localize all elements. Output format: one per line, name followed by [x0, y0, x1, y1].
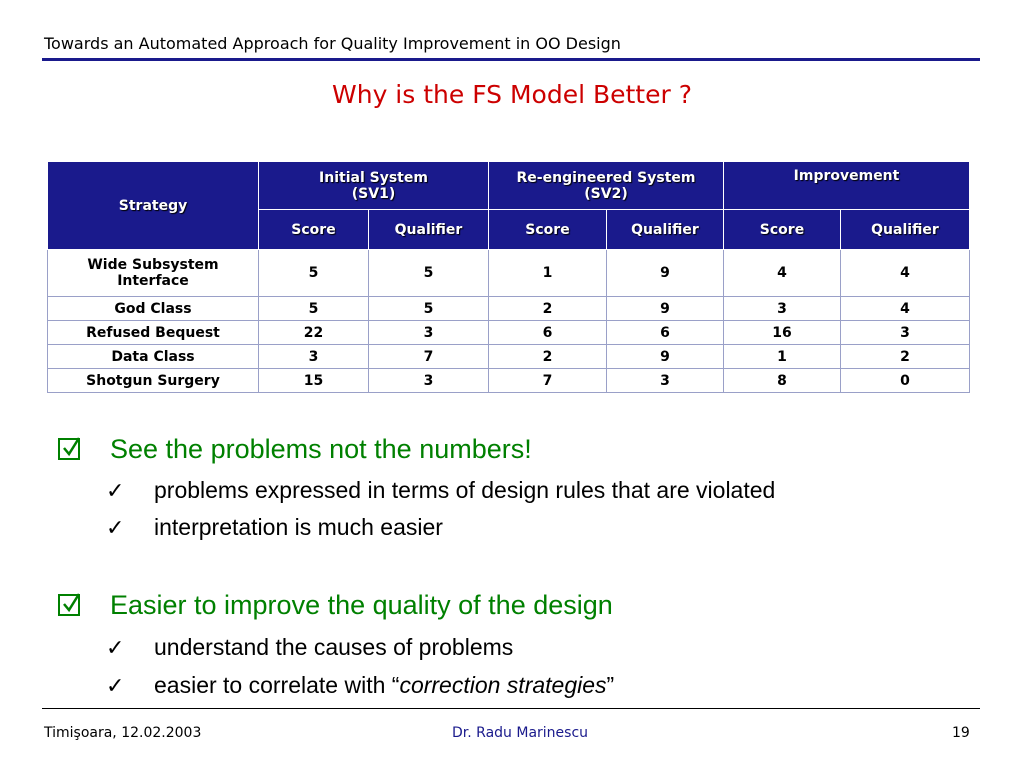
bullet-text: Easier to improve the quality of the design: [110, 590, 613, 620]
checkmark-icon: ✓: [106, 478, 125, 503]
qualifier-cell: 3: [369, 321, 489, 345]
strategy-cell: Refused Bequest: [48, 321, 259, 345]
page-number: 19: [952, 725, 970, 741]
qualifier-cell: 4: [841, 297, 970, 321]
score-cell: 3: [259, 345, 369, 369]
footer-location-date: Timişoara, 12.02.2003: [44, 725, 202, 741]
score-cell: 7: [489, 369, 607, 393]
bullet-sub: [106, 672, 614, 699]
qualifier-cell: 2: [841, 345, 970, 369]
table-row: [48, 345, 970, 369]
footer-divider: [42, 708, 980, 709]
table-row: [48, 321, 970, 345]
bullet-sub-emphasis: correction strategies: [399, 672, 607, 698]
qualifier-cell: 9: [607, 250, 724, 297]
qualifier-cell: 5: [369, 297, 489, 321]
strategy-name: Wide Subsystem: [87, 257, 219, 273]
bullet-sub-text: interpretation is much easier: [154, 514, 443, 540]
group-header-line2: (SV2): [584, 185, 628, 202]
subheader-cell: Score: [724, 210, 841, 250]
score-cell: 4: [724, 250, 841, 297]
table-row: [48, 250, 970, 297]
checkmark-icon: ✓: [106, 673, 125, 698]
group-header-reengineered: [489, 162, 724, 210]
qualifier-cell: 3: [607, 369, 724, 393]
subheader-cell: Qualifier: [841, 210, 970, 250]
qualifier-cell: 6: [607, 321, 724, 345]
bullet-sub-text-prefix: easier to correlate with “: [154, 672, 400, 698]
bullet-sub-text: understand the causes of problems: [154, 634, 514, 660]
group-header-initial: [259, 162, 489, 210]
metrics-table: [47, 161, 970, 393]
qualifier-cell: 4: [841, 250, 970, 297]
score-cell: 5: [259, 250, 369, 297]
score-cell: 8: [724, 369, 841, 393]
qualifier-cell: 9: [607, 345, 724, 369]
presentation-title: Towards an Automated Approach for Quality Improvement in OO Design: [44, 34, 621, 53]
subheader-cell: Score: [489, 210, 607, 250]
checked-box-icon: [58, 594, 80, 616]
header-divider: [42, 58, 980, 61]
table-row: [48, 369, 970, 393]
score-cell: 2: [489, 345, 607, 369]
subheader-cell: Score: [259, 210, 369, 250]
group-header-line1: Improvement: [793, 168, 900, 184]
score-cell: 16: [724, 321, 841, 345]
strategy-cell: Data Class: [48, 345, 259, 369]
slide-title: Why is the FS Model Better ?: [332, 80, 692, 109]
strategy-header: Strategy: [48, 162, 259, 250]
qualifier-cell: 7: [369, 345, 489, 369]
score-cell: 22: [259, 321, 369, 345]
footer-author: Dr. Radu Marinescu: [452, 725, 589, 741]
subheader-cell: Qualifier: [369, 210, 489, 250]
strategy-name-cont: Interface: [117, 273, 189, 289]
strategy-cell: [48, 250, 259, 297]
table-row: [48, 297, 970, 321]
score-cell: 15: [259, 369, 369, 393]
checkmark-icon: ✓: [106, 635, 125, 660]
qualifier-cell: 0: [841, 369, 970, 393]
qualifier-cell: 3: [841, 321, 970, 345]
bullet-sub-text-suffix: ”: [606, 672, 615, 698]
group-header-improvement: [724, 162, 970, 210]
group-header-line1: Initial System: [319, 169, 428, 186]
bullet-main: [58, 434, 532, 465]
qualifier-cell: 9: [607, 297, 724, 321]
score-cell: 5: [259, 297, 369, 321]
checkmark-icon: ✓: [106, 515, 125, 540]
bullet-sub: [106, 477, 775, 504]
score-cell: 1: [724, 345, 841, 369]
score-cell: 1: [489, 250, 607, 297]
strategy-cell: God Class: [48, 297, 259, 321]
group-header-line1: Re-engineered System: [516, 169, 696, 186]
qualifier-cell: 3: [369, 369, 489, 393]
bullet-main: [58, 590, 613, 621]
qualifier-cell: 5: [369, 250, 489, 297]
checked-box-icon: [58, 438, 80, 460]
bullet-sub: [106, 514, 443, 541]
group-header-line2: (SV1): [351, 185, 396, 202]
bullet-sub-text: problems expressed in terms of design rules that are violated: [154, 477, 776, 503]
bullet-text: See the problems not the numbers!: [110, 434, 532, 464]
subheader-cell: Qualifier: [607, 210, 724, 250]
strategy-cell: Shotgun Surgery: [48, 369, 259, 393]
score-cell: 6: [489, 321, 607, 345]
table-header-row: [48, 162, 970, 210]
score-cell: 2: [489, 297, 607, 321]
bullet-sub: [106, 634, 513, 661]
score-cell: 3: [724, 297, 841, 321]
